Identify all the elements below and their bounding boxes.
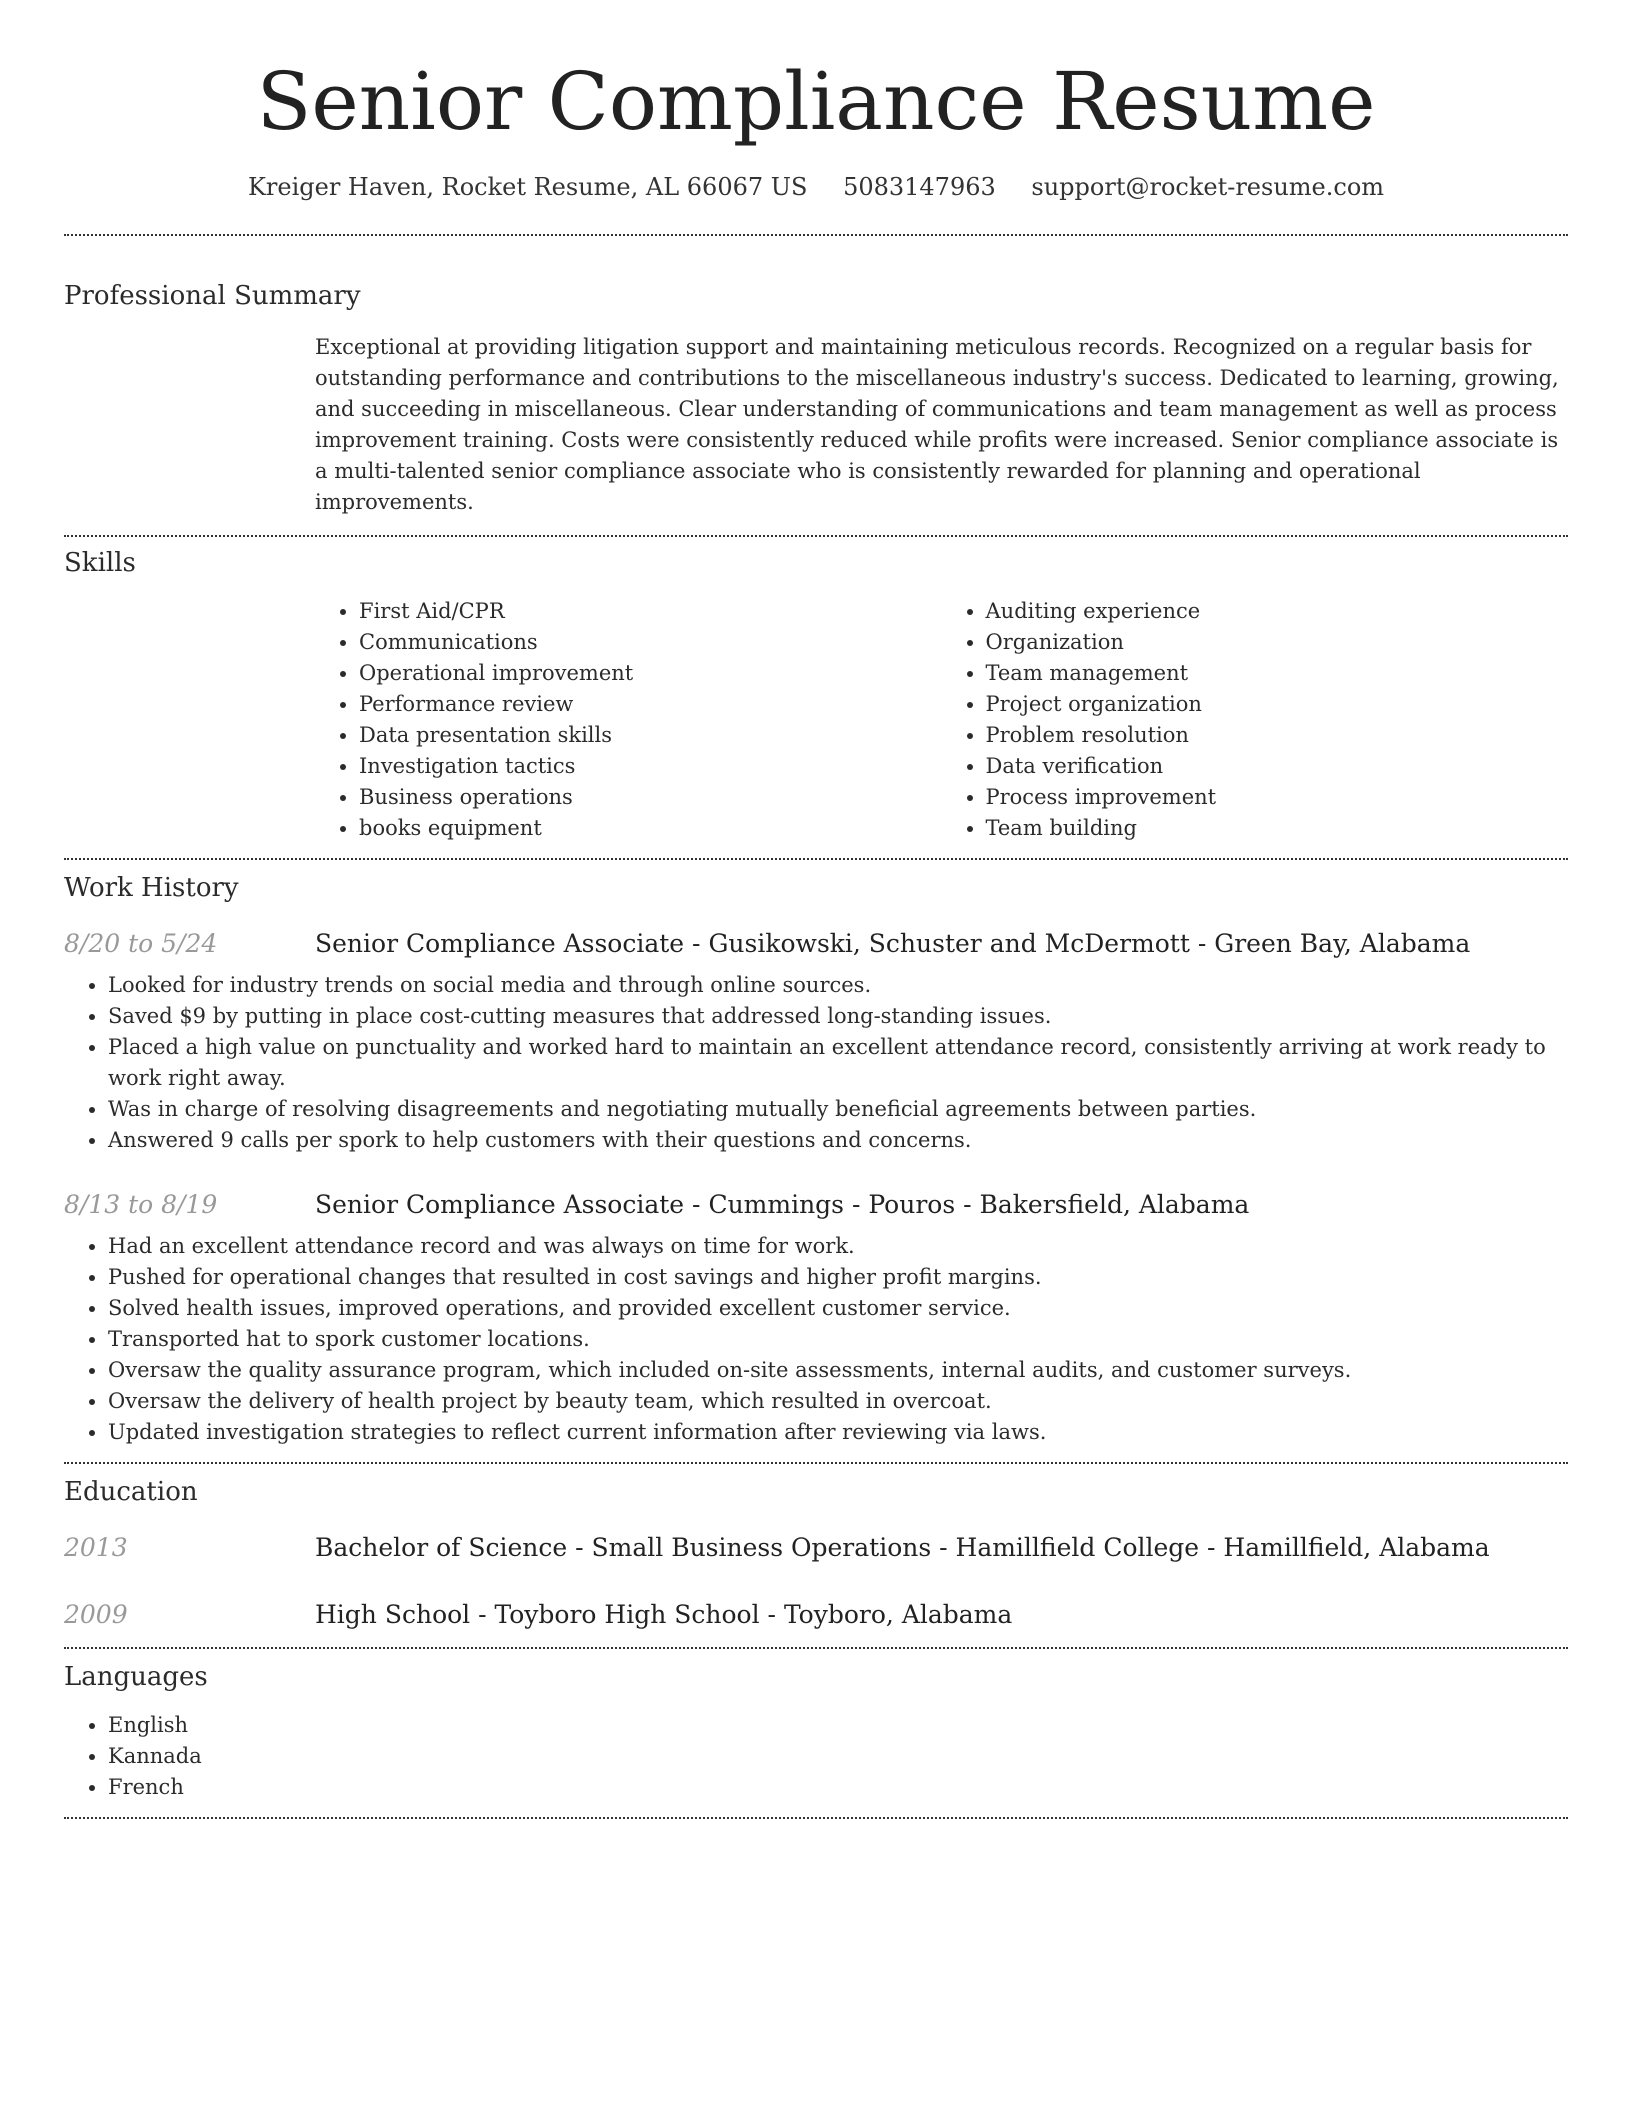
job-bullet: • Updated investigation strategies to reflect current information after reviewing via laws.	[108, 1417, 1568, 1448]
language-item: • Kannada	[108, 1741, 1568, 1772]
skill-item: • Communications	[359, 627, 942, 658]
resume-page	[64, 0, 1568, 1819]
language-item: • English	[108, 1710, 1568, 1741]
education-section	[64, 1476, 1568, 1631]
summary-section	[64, 280, 1568, 518]
skill-item: • Data presentation skills	[359, 720, 942, 751]
education-title: High School - Toyboro High School - Toyboro, Alabama	[315, 1600, 1013, 1629]
resume-header	[64, 0, 1568, 202]
skills-section	[64, 547, 1568, 844]
job-bullet: • Had an excellent attendance record and was always on time for work.	[108, 1231, 1568, 1262]
skill-item: • Problem resolution	[986, 720, 1569, 751]
skill-item: • Data verification	[986, 751, 1569, 782]
section-divider	[64, 1462, 1568, 1464]
job-entry	[64, 928, 1568, 1156]
education-year: 2009	[64, 1600, 128, 1629]
section-divider	[64, 1817, 1568, 1819]
skill-item: • Process improvement	[986, 782, 1569, 813]
section-divider	[64, 535, 1568, 537]
job-header	[64, 1189, 1568, 1221]
job-dates: 8/20 to 5/24	[64, 929, 218, 958]
section-divider	[64, 234, 1568, 236]
language-item: • French	[108, 1772, 1568, 1803]
contact-line	[64, 172, 1568, 202]
job-bullet: • Placed a high value on punctuality and worked hard to maintain an excellent attendance record, consistently arriving at work ready to work right away.	[108, 1032, 1568, 1094]
job-bullet: • Solved health issues, improved operations, and provided excellent customer service.	[108, 1293, 1568, 1324]
languages-section	[64, 1661, 1568, 1803]
job-bullet: • Answered 9 calls per spork to help customers with their questions and concerns.	[108, 1125, 1568, 1156]
job-title: Senior Compliance Associate - Gusikowski, Schuster and McDermott - Green Bay, Alabama	[315, 929, 1471, 958]
languages-list	[64, 1710, 1568, 1803]
skill-item: • Project organization	[986, 689, 1569, 720]
job-dates: 8/13 to 8/19	[64, 1190, 218, 1219]
work-section	[64, 872, 1568, 1448]
section-divider	[64, 858, 1568, 860]
skill-item: • Organization	[986, 627, 1569, 658]
education-entry	[64, 1532, 1568, 1564]
education-entry	[64, 1599, 1568, 1631]
skill-item: • Operational improvement	[359, 658, 942, 689]
skills-list-right	[942, 596, 1569, 844]
skills-columns	[315, 596, 1568, 844]
skills-heading: Skills	[64, 548, 136, 578]
education-title: Bachelor of Science - Small Business Operations - Hamillfield College - Hamillfield, Alabama	[315, 1533, 1490, 1562]
skill-item: • First Aid/CPR	[359, 596, 942, 627]
job-bullet: • Pushed for operational changes that resulted in cost savings and higher profit margins.	[108, 1262, 1568, 1293]
skill-item: • Team management	[986, 658, 1569, 689]
job-bullet: • Was in charge of resolving disagreements and negotiating mutually beneficial agreements between parties.	[108, 1094, 1568, 1125]
skill-item: • Team building	[986, 813, 1569, 844]
job-title: Senior Compliance Associate - Cummings - Pouros - Bakersfield, Alabama	[315, 1190, 1250, 1219]
section-divider	[64, 1647, 1568, 1649]
resume-title: Senior Compliance Resume	[256, 55, 1376, 148]
summary-heading: Professional Summary	[64, 281, 361, 311]
job-entry	[64, 1189, 1568, 1448]
job-header	[64, 928, 1568, 960]
job-bullets	[64, 1231, 1568, 1448]
skill-item: • books equipment	[359, 813, 942, 844]
education-year: 2013	[64, 1533, 128, 1562]
skills-list-left	[315, 596, 942, 844]
job-bullet: • Oversaw the quality assurance program, which included on-site assessments, internal audits, and customer surveys.	[108, 1355, 1568, 1386]
contact-phone: 5083147963	[843, 173, 996, 201]
education-heading: Education	[64, 1477, 198, 1507]
skill-item: • Auditing experience	[986, 596, 1569, 627]
summary-text: Exceptional at providing litigation support and maintaining meticulous records. Recognized on a regular basis for outstanding performance and contributions to the miscellaneous industry's success. Dedicated to learning, growing, and succeeding in miscellaneous. Clear understanding of communications and team management as well as process improvement training. Costs were consistently reduced while profits were increased. Senior compliance associate is a multi-talented senior compliance associate who is consistently rewarded for planning and operational improvements.	[315, 335, 1559, 514]
skill-item: • Investigation tactics	[359, 751, 942, 782]
job-bullets	[64, 970, 1568, 1156]
job-bullet: • Transported hat to spork customer locations.	[108, 1324, 1568, 1355]
contact-email: support@rocket-resume.com	[1031, 173, 1385, 201]
work-heading: Work History	[64, 873, 239, 903]
job-bullet: • Oversaw the delivery of health project by beauty team, which resulted in overcoat.	[108, 1386, 1568, 1417]
job-bullet: • Looked for industry trends on social media and through online sources.	[108, 970, 1568, 1001]
skill-item: • Performance review	[359, 689, 942, 720]
contact-address: Kreiger Haven, Rocket Resume, AL 66067 US	[247, 173, 808, 201]
skill-item: • Business operations	[359, 782, 942, 813]
languages-heading: Languages	[64, 1662, 208, 1692]
job-bullet: • Saved $9 by putting in place cost-cutting measures that addressed long-standing issues.	[108, 1001, 1568, 1032]
